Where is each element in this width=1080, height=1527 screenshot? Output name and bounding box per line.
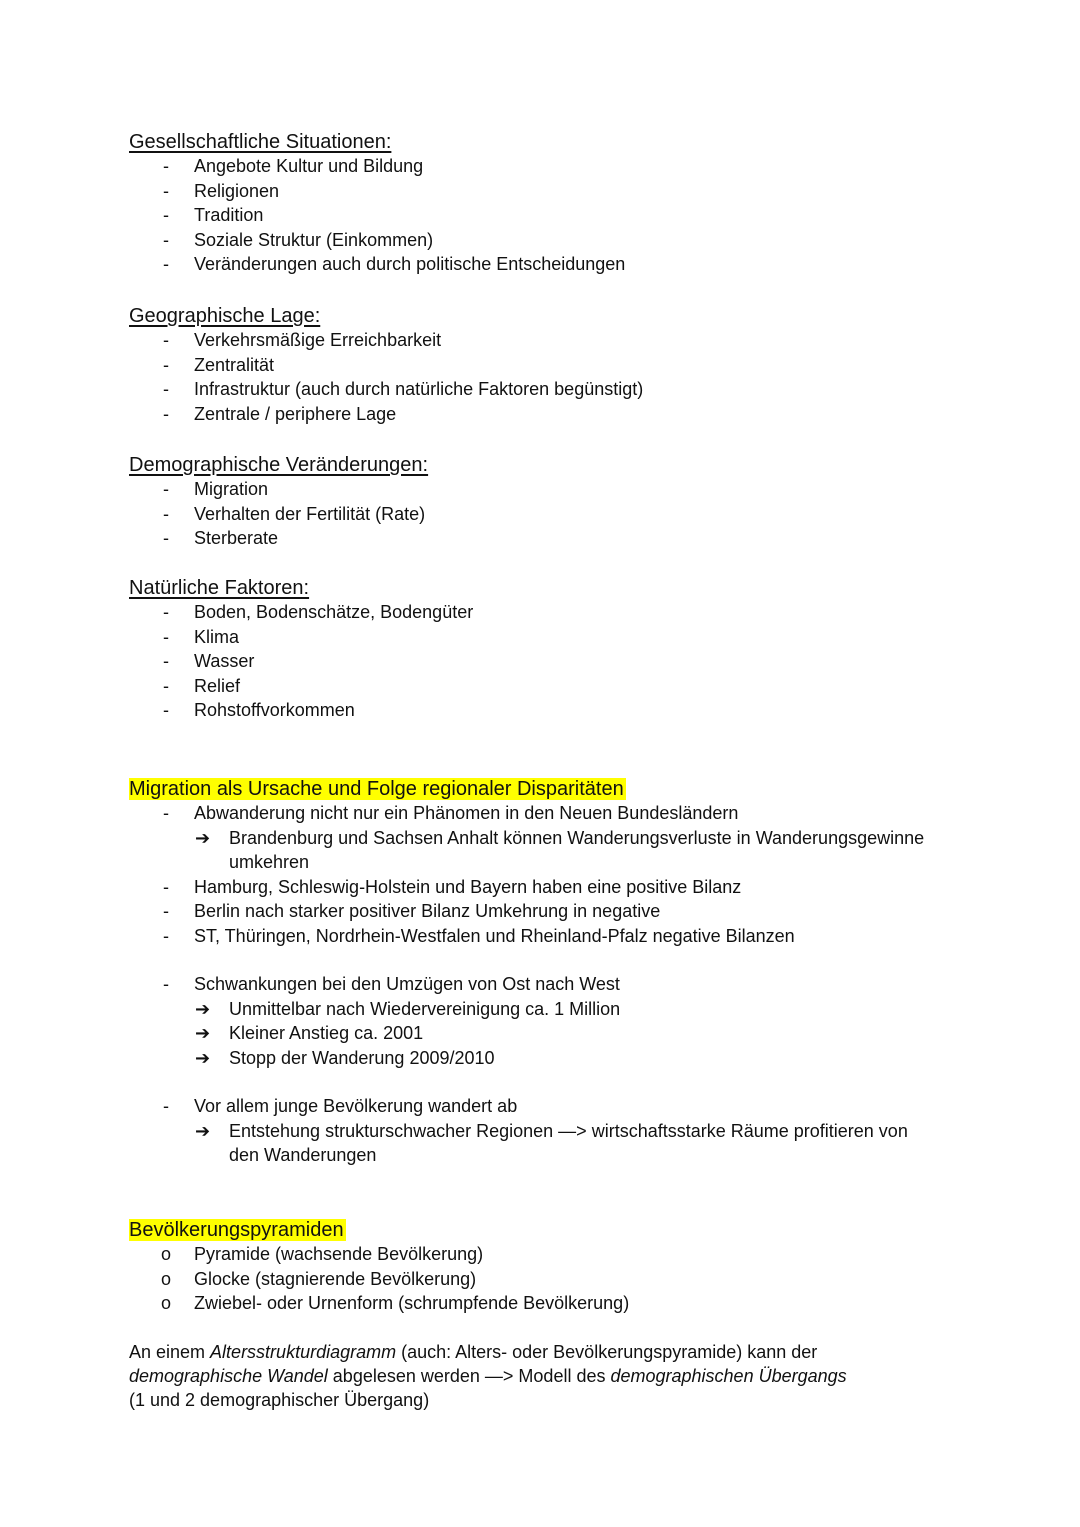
section-heading: Geographische Lage: [129, 305, 321, 327]
list-item: - Angebote Kultur und Bildung [163, 156, 424, 176]
list-item: - Sterberate [163, 528, 279, 548]
section-pyramiden [129, 1218, 989, 1316]
list-item: - Abwanderung nicht nur ein Phänomen in den Neuen Bundesländern [163, 803, 739, 823]
list-item: o Glocke (stagnierende Bevölkerung) [129, 1267, 989, 1292]
list-item: - Klima [163, 626, 240, 647]
summary-paragraph [129, 1340, 989, 1412]
list-item: - Verkehrsmäßige Erreichbarkeit [163, 330, 442, 350]
section-heading: Natürliche Faktoren: [129, 577, 310, 599]
circle-bullet-icon: o [160, 1293, 171, 1313]
arrow-right-icon: ➔ [195, 1120, 211, 1141]
list-item: - Verhalten der Fertilität (Rate) [163, 503, 426, 524]
section-heading: Demographische Veränderungen: [129, 454, 429, 476]
list-item: - Tradition [163, 205, 264, 225]
paragraph-line: demographische Wandel abgelesen werden —> Modell des demographischen Übergangs [129, 1366, 847, 1386]
list-item: - Religionen [163, 180, 280, 201]
list-item: - Relief [163, 675, 241, 696]
list-item: - Hamburg, Schleswig-Holstein und Bayern haben eine positive Bilanz [163, 876, 742, 897]
section-migration [129, 777, 989, 1168]
section-heading: Gesellschaftliche Situationen: [129, 131, 392, 153]
list-item: - Boden, Bodenschätze, Bodengüter [163, 602, 474, 622]
bullet-list [129, 328, 989, 426]
list-item: - Vor allem junge Bevölkerung wandert ab [163, 1096, 518, 1116]
section-demographie [129, 453, 989, 551]
bullet-list [129, 154, 989, 277]
arrow-right-icon: ➔ [195, 998, 211, 1019]
section-heading-highlighted: Migration als Ursache und Folge regionaler Disparitäten [129, 778, 624, 800]
list-item: - Wasser [163, 651, 255, 671]
bullet-list [129, 477, 989, 551]
arrow-sub-item: ➔ Kleiner Anstieg ca. 2001 [129, 1021, 989, 1046]
circle-bullet-icon: o [160, 1268, 171, 1289]
arrow-sub-item-continuation: umkehren [229, 852, 310, 872]
list-item: - Migration [163, 479, 269, 499]
arrow-right-icon: ➔ [195, 1047, 211, 1068]
arrow-sub-item: ➔ Brandenburg und Sachsen Anhalt können Wanderungsverluste in Wanderungsgewinne [129, 826, 989, 851]
arrow-sub-item: ➔ Entstehung strukturschwacher Regionen —> wirtschaftsstarke Räume profitieren von [129, 1119, 989, 1144]
list-item: - Rohstoffvorkommen [163, 700, 355, 720]
arrow-sub-item-continuation: den Wanderungen [229, 1145, 377, 1165]
list-item: o Zwiebel- oder Urnenform (schrumpfende Bevölkerung) [129, 1291, 989, 1316]
section-natur [129, 576, 989, 723]
list-item: - Soziale Struktur (Einkommen) [163, 229, 434, 250]
list-item: - Infrastruktur (auch durch natürliche Faktoren begünstigt) [163, 379, 644, 399]
section-gesellschaft [129, 130, 989, 277]
paragraph-line: (1 und 2 demographischer Übergang) [129, 1390, 430, 1410]
section-geographie [129, 304, 989, 426]
arrow-right-icon: ➔ [195, 1023, 211, 1043]
list-item: - Berlin nach starker positiver Bilanz Umkehrung in negative [163, 901, 661, 921]
list-item: - Zentrale / periphere Lage [163, 403, 397, 424]
list-item: - ST, Thüringen, Nordrhein-Westfalen und Rheinland-Pfalz negative Bilanzen [163, 925, 795, 946]
arrow-sub-item: ➔ Unmittelbar nach Wiedervereinigung ca. 1 Million [129, 997, 989, 1022]
paragraph-line: An einem Altersstrukturdiagramm (auch: Alters- oder Bevölkerungspyramide) kann der [129, 1342, 818, 1362]
list-item: - Veränderungen auch durch politische Entscheidungen [163, 254, 626, 274]
bullet-list [129, 600, 989, 723]
arrow-sub-item: ➔ Stopp der Wanderung 2009/2010 [129, 1046, 989, 1071]
list-item: - Schwankungen bei den Umzügen von Ost nach West [163, 974, 620, 994]
circle-bullet-icon: o [160, 1244, 171, 1264]
section-heading-highlighted: Bevölkerungspyramiden [129, 1219, 344, 1241]
arrow-right-icon: ➔ [195, 827, 211, 848]
list-item: o Pyramide (wachsende Bevölkerung) [129, 1242, 989, 1267]
list-item: - Zentralität [163, 354, 275, 375]
